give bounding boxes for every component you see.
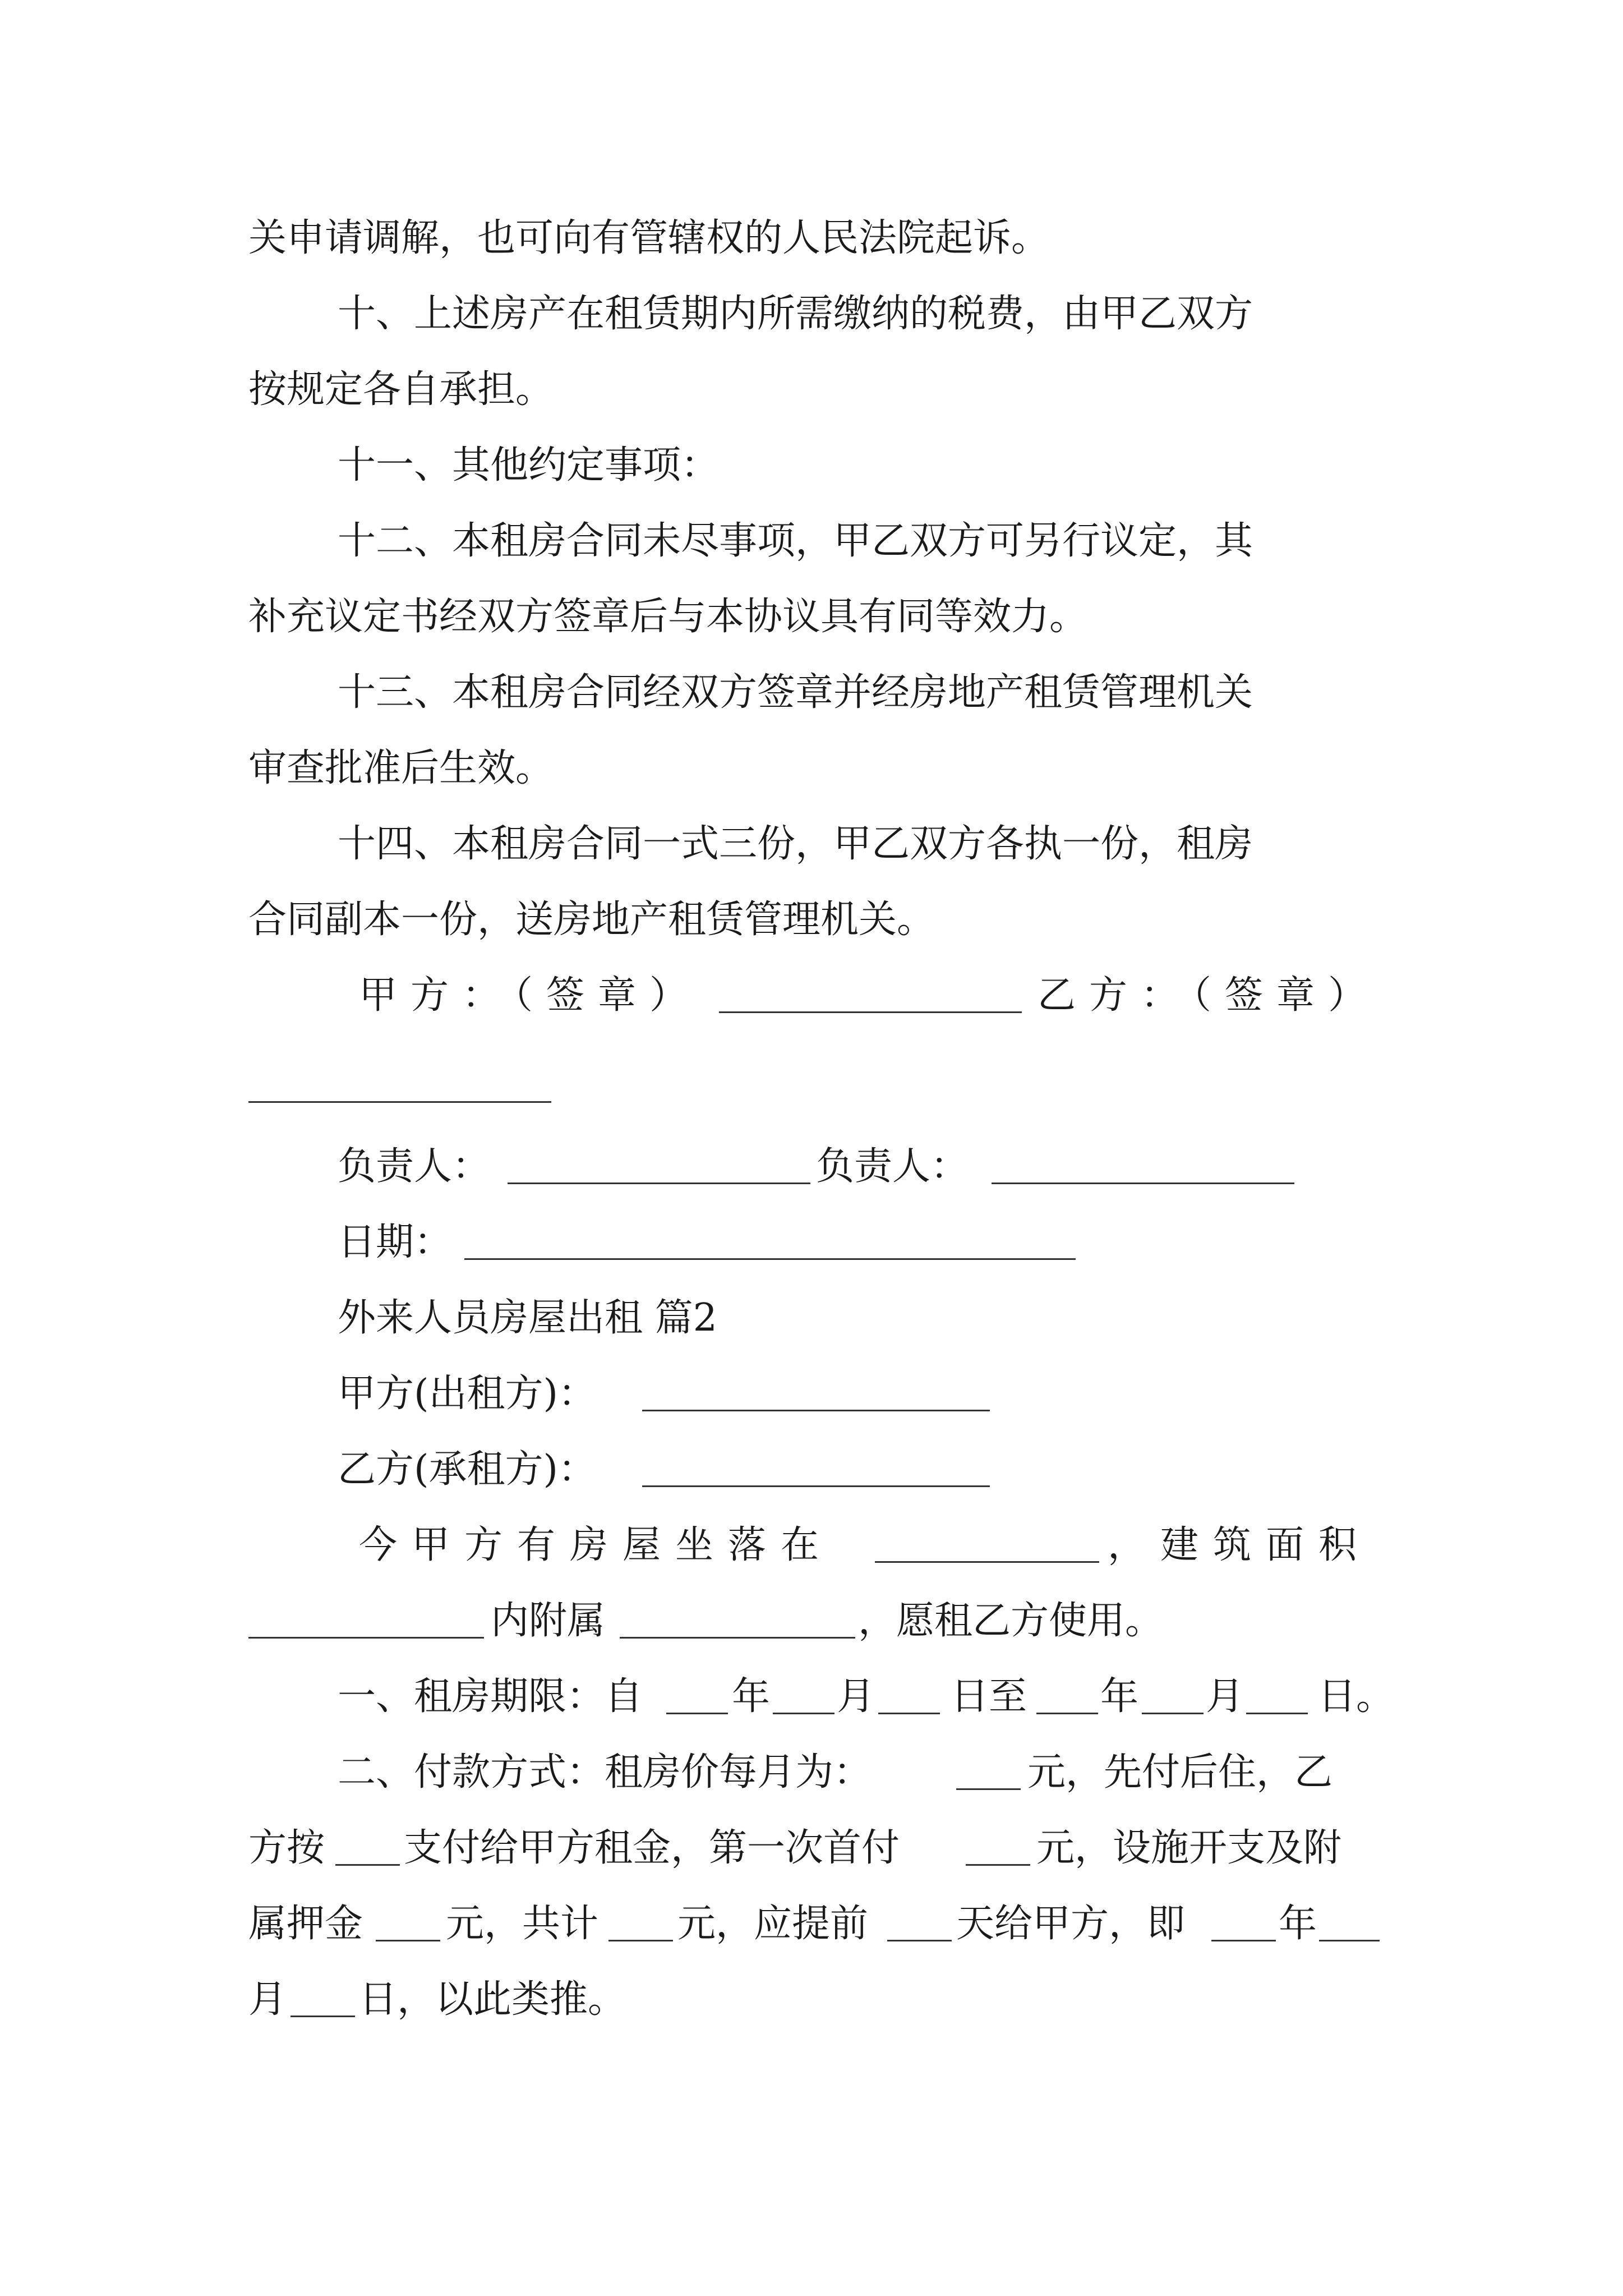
lessee-blank: [642, 1485, 990, 1487]
term-day-1-blank: [878, 1713, 940, 1714]
due-day-blank: [291, 2016, 355, 2017]
party-a-signature-blank: [719, 1011, 1022, 1013]
term-day-2: 日。: [1318, 1674, 1395, 1719]
payment-label: 二、付款方式：租房价每月为：: [338, 1750, 872, 1795]
responsible-a-label: 负责人：: [338, 1144, 491, 1189]
due-year-blank: [1211, 1940, 1276, 1941]
due-month-blank-end: [1319, 1940, 1380, 1941]
payment-line-2-a: 方按: [248, 1826, 325, 1870]
clause-12-line-1: 十二、本租房合同未尽事项，甲乙双方可另行议定，其: [338, 519, 1253, 563]
payment-line-3-b: 元，共计: [446, 1902, 599, 1946]
term-month-2: 月: [1206, 1674, 1244, 1719]
lessee-label: 乙方(承租方)：: [338, 1447, 597, 1492]
payment-line-1-b: 元，先付后住，乙: [1027, 1750, 1333, 1795]
clause-13-line-1: 十三、本租房合同经双方签章并经房地产租赁管理机关: [338, 670, 1253, 715]
paragraph-9-end: 关申请调解，也可向有管辖权的人民法院起诉。: [248, 216, 1050, 260]
payment-period-blank: [335, 1864, 400, 1866]
party-b-signature-blank: [248, 1101, 551, 1103]
clause-12-line-2: 补充议定书经双方签章后与本协议具有同等效力。: [248, 595, 1088, 639]
days-in-advance-blank: [887, 1940, 952, 1941]
area-blank: [248, 1637, 484, 1639]
term-month-1: 月: [837, 1674, 875, 1719]
attachment-blank: [620, 1637, 855, 1639]
monthly-rent-blank: [956, 1788, 1021, 1790]
deposit-blank: [376, 1940, 440, 1941]
term-month-1-blank: [773, 1713, 834, 1714]
payment-line-2-c: 元，设施开支及附: [1036, 1826, 1342, 1870]
term-day-2-blank: [1246, 1713, 1308, 1714]
date-blank: [464, 1258, 1076, 1260]
clause-13-line-2: 审查批准后生效。: [248, 746, 554, 790]
payment-line-4-b: 日，以此类推。: [359, 1977, 626, 2022]
party-a-signature-label: 甲方：（签章）: [359, 973, 702, 1018]
term-label: 一、租房期限：自: [338, 1674, 643, 1719]
clause-10-line-1: 十、上述房产在租赁期内所需缴纳的税费，由甲乙双方: [338, 292, 1253, 336]
lessor-blank: [642, 1410, 990, 1411]
clause-11: 十一、其他约定事项：: [338, 443, 720, 487]
section-title: 外来人员房屋出租 篇2: [338, 1296, 717, 1340]
payment-line-3-c: 元，应提前: [677, 1902, 869, 1946]
term-year-1: 年: [732, 1674, 771, 1719]
intro-line-2-a: 内附属: [491, 1599, 606, 1643]
lessor-label: 甲方(出租方)：: [338, 1372, 597, 1416]
location-blank: [875, 1561, 1099, 1563]
party-b-signature-label: 乙方：（签章）: [1038, 973, 1380, 1018]
intro-line-2-b: ，愿租乙方使用。: [858, 1599, 1164, 1643]
clause-14-line-1: 十四、本租房合同一式三份，甲乙双方各执一份，租房: [338, 822, 1253, 866]
intro-line-1-a: 今甲方有房屋坐落在: [359, 1523, 834, 1567]
intro-line-1-b: ，建筑面积: [1108, 1523, 1372, 1567]
term-day-1: 日至: [951, 1674, 1027, 1719]
first-payment-blank: [966, 1864, 1030, 1866]
responsible-a-blank: [508, 1182, 810, 1184]
term-year-2: 年: [1100, 1674, 1139, 1719]
payment-line-2-b: 支付给甲方租金，第一次首付: [404, 1826, 900, 1870]
payment-line-3-a: 属押金: [248, 1902, 363, 1946]
payment-line-3-d: 天给甲方，即: [956, 1902, 1186, 1946]
term-year-1-blank: [666, 1713, 728, 1714]
date-label: 日期：: [338, 1220, 453, 1264]
clause-14-line-2: 合同副本一份，送房地产租赁管理机关。: [248, 898, 935, 942]
responsible-b-blank: [992, 1182, 1294, 1184]
payment-line-4-a: 月: [248, 1977, 287, 2022]
total-blank: [608, 1940, 673, 1941]
payment-line-3-e: 年: [1279, 1902, 1317, 1946]
clause-10-line-2: 按规定各自承担。: [248, 367, 554, 412]
term-month-2-blank: [1142, 1713, 1204, 1714]
responsible-b-label: 负责人：: [816, 1144, 969, 1189]
term-year-2-blank: [1036, 1713, 1098, 1714]
